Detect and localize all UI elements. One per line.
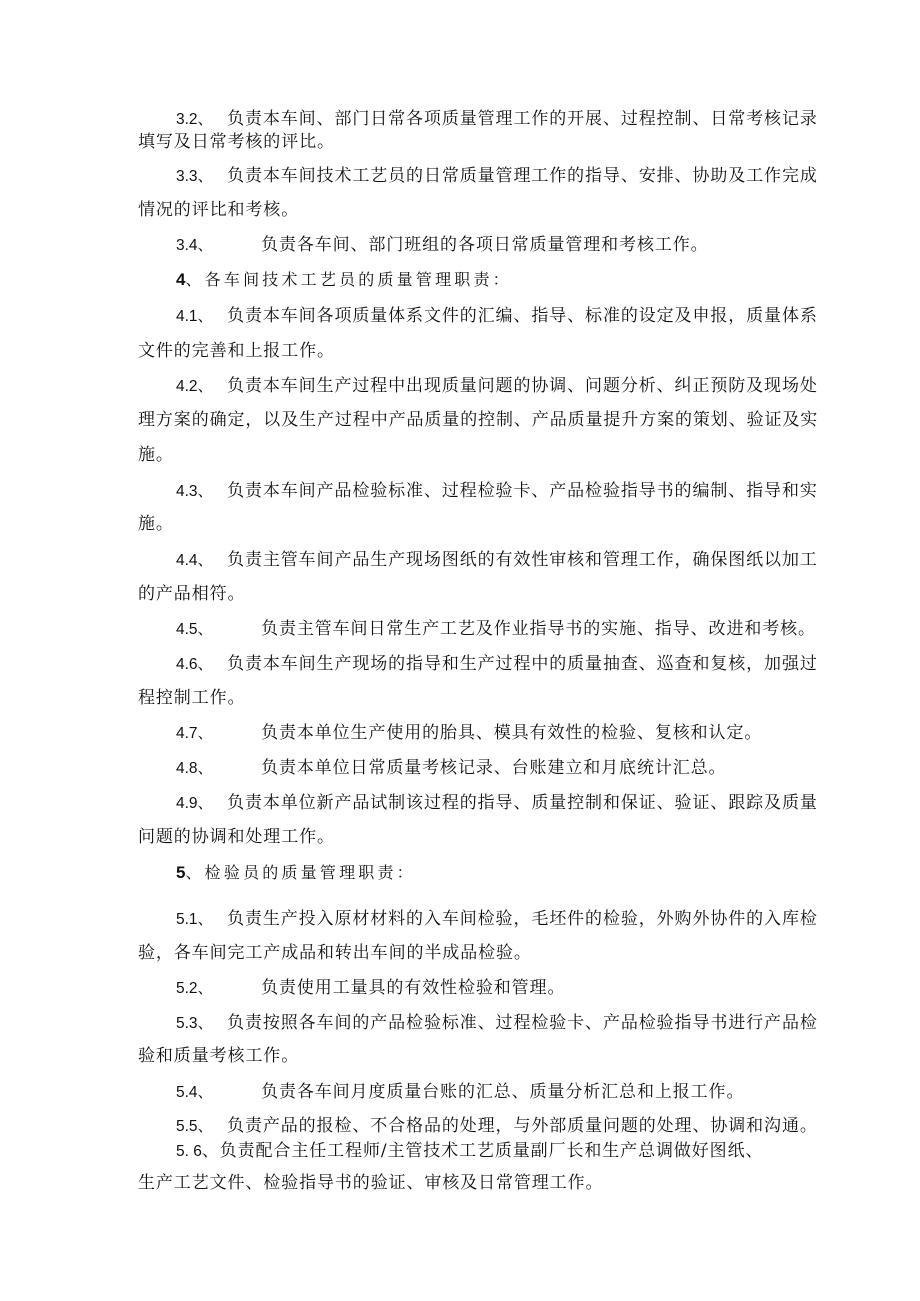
section-heading-5: [176, 862, 416, 884]
item-text: 验和质量考核工作。: [138, 1046, 300, 1066]
item-4-5: [176, 618, 816, 641]
item-4-3: [176, 480, 818, 503]
item-text: 负责本单位新产品试制该过程的指导、质量控制和保证、验证、跟踪及质量: [227, 793, 818, 813]
item-number: 4.6、: [176, 656, 214, 673]
item-4-2-cont-2: [138, 444, 174, 466]
item-text: 负责本单位生产使用的胎具、模具有效性的检验、复核和认定。: [261, 723, 763, 743]
heading-text: 、检验员的质量管理职责：: [185, 863, 416, 882]
item-text: 、负责配合主任工程师/主管技术工艺质量副厂长和生产总调做好图纸、: [201, 1141, 764, 1161]
item-4-4: [176, 549, 818, 572]
item-5-5: [176, 1115, 818, 1138]
item-4-4-cont: [138, 583, 245, 605]
item-text: 负责本车间技术工艺员的日常质量管理工作的指导、安排、协助及工作完成: [227, 166, 818, 186]
item-text: 负责主管车间日常生产工艺及作业指导书的实施、指导、改进和考核。: [261, 619, 816, 639]
item-number: 5.2、: [176, 980, 214, 997]
item-4-1: [176, 305, 818, 328]
item-text: 负责本车间生产过程中出现质量问题的协调、问题分析、纠正预防及现场处: [227, 376, 818, 396]
item-text: 文件的完善和上报工作。: [138, 341, 335, 361]
item-number: 4.5、: [176, 621, 214, 638]
item-5-3: [176, 1012, 818, 1035]
item-text: 生产工艺文件、检验指导书的验证、审核及日常管理工作。: [138, 1173, 604, 1193]
item-text: 负责本车间、部门日常各项质量管理工作的开展、过程控制、日常考核记录: [227, 109, 818, 129]
item-text: 问题的协调和处理工作。: [138, 827, 335, 847]
item-4-2: [176, 375, 818, 398]
item-text: 情况的评比和考核。: [138, 200, 300, 220]
item-3-3-cont: [138, 199, 299, 221]
item-number: 5.4、: [176, 1084, 214, 1101]
item-number: 5.1、: [176, 911, 214, 928]
item-number: 3.2、: [176, 111, 214, 128]
heading-text: 、各车间技术工艺员的质量管理职责：: [185, 270, 512, 289]
item-number: 4.3、: [176, 483, 214, 500]
item-text: 负责本车间产品检验标准、过程检验卡、产品检验指导书的编制、指导和实: [227, 481, 818, 501]
item-5-1-cont: [138, 942, 532, 964]
item-number: 5.3、: [176, 1015, 214, 1032]
item-4-2-cont-1: [138, 409, 818, 431]
item-text: 负责本车间各项质量体系文件的汇编、指导、标准的设定及申报，质量体系: [227, 306, 818, 326]
item-4-6-cont: [138, 687, 245, 709]
item-3-2: [176, 108, 818, 131]
section-heading-4: [176, 269, 512, 291]
item-text: 负责各车间月度质量台账的汇总、质量分析汇总和上报工作。: [261, 1082, 745, 1102]
item-5-4: [176, 1081, 744, 1104]
item-5-1: [176, 908, 818, 931]
item-4-8: [176, 757, 726, 780]
item-text: 施。: [138, 445, 174, 465]
item-5-3-cont: [138, 1045, 299, 1067]
item-number: 4.2、: [176, 378, 214, 395]
item-5-6-cont: [138, 1172, 603, 1194]
item-number: 5.5、: [176, 1118, 214, 1135]
item-4-3-cont: [138, 513, 174, 535]
item-text: 的产品相符。: [138, 584, 246, 604]
item-5-6: [176, 1140, 763, 1163]
item-text: 负责本车间生产现场的指导和生产过程中的质量抽查、巡查和复核，加强过: [227, 654, 818, 674]
item-4-7: [176, 722, 762, 745]
item-text: 验，各车间完工产成品和转出车间的半成品检验。: [138, 943, 532, 963]
item-text: 负责主管车间产品生产现场图纸的有效性审核和管理工作，确保图纸以加工: [227, 550, 818, 570]
item-number: 4.9、: [176, 795, 214, 812]
item-number: 3.4、: [176, 237, 214, 254]
item-4-1-cont: [138, 340, 335, 362]
heading-number: 4: [176, 270, 186, 289]
item-text: 负责产品的报检、不合格品的处理，与外部质量问题的处理、协调和沟通。: [227, 1116, 818, 1136]
item-number: 3.3、: [176, 168, 214, 185]
item-number: 4.7、: [176, 725, 214, 742]
item-text: 理方案的确定，以及生产过程中产品质量的控制、产品质量提升方案的策划、验证及实: [138, 410, 819, 430]
item-text: 负责各车间、部门班组的各项日常质量管理和考核工作。: [261, 235, 709, 255]
item-number: 4.8、: [176, 760, 214, 777]
item-number: 4.1、: [176, 308, 214, 325]
item-5-2: [176, 977, 565, 1000]
item-text: 施。: [138, 514, 174, 534]
item-text: 负责本单位日常质量考核记录、台账建立和月底统计汇总。: [261, 758, 727, 778]
item-3-4: [176, 234, 709, 257]
item-number: 5. 6: [176, 1143, 202, 1160]
item-4-9-cont: [138, 826, 335, 848]
item-text: 填写及日常考核的评比。: [138, 132, 335, 152]
heading-number: 5: [176, 863, 186, 882]
item-3-2-cont: [138, 131, 335, 153]
item-4-6: [176, 653, 818, 676]
item-4-9: [176, 792, 818, 815]
item-text: 负责生产投入原材材料的入车间检验，毛坯件的检验，外购外协件的入库检: [227, 909, 818, 929]
item-text: 负责使用工量具的有效性检验和管理。: [261, 978, 566, 998]
item-3-3: [176, 165, 818, 188]
item-text: 负责按照各车间的产品检验标准、过程检验卡、产品检验指导书进行产品检: [227, 1013, 818, 1033]
item-text: 程控制工作。: [138, 688, 246, 708]
item-number: 4.4、: [176, 552, 214, 569]
